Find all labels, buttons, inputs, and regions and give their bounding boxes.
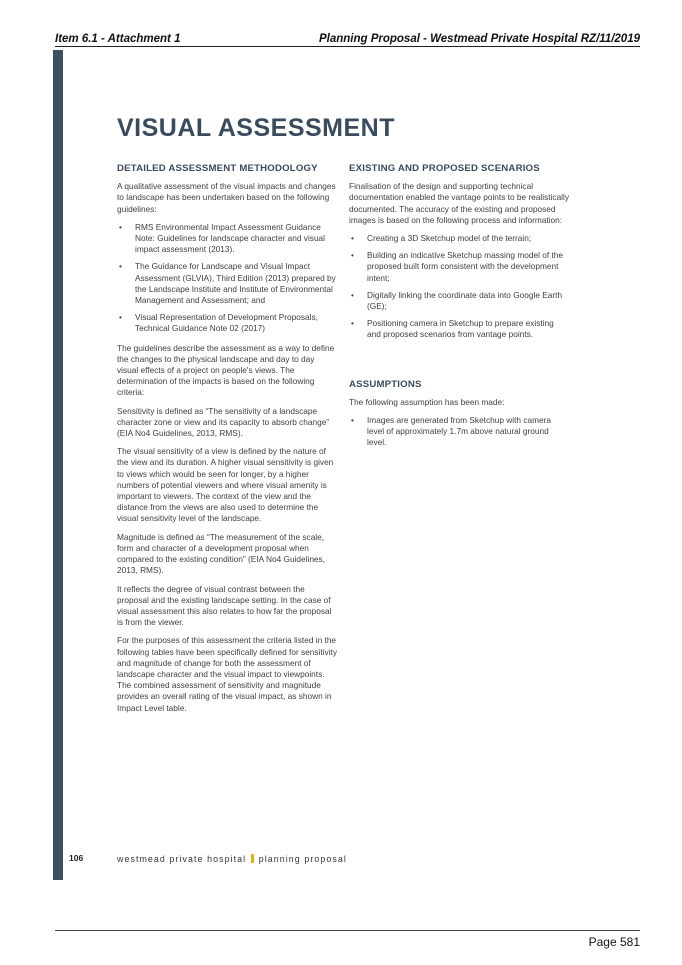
assumptions-intro: The following assumption has been made:	[349, 396, 505, 407]
assumptions-heading: ASSUMPTIONS	[349, 378, 422, 390]
list-item: • Creating a 3D Sketchup model of the terrain;	[349, 233, 569, 244]
process-list	[349, 233, 569, 341]
header-document-title: Planning Proposal - Westmead Private Hospital RZ/11/2019	[318, 33, 640, 45]
footer-brand-left: westmead private hospital	[117, 854, 247, 864]
sidebar-bar	[53, 50, 63, 880]
guidelines-list	[117, 222, 337, 335]
paragraph: The visual sensitivity of a view is defined by the nature of the view and its duration. A higher visual sensitivity is given to views which would be seen for longer, by a higher numbers of potential viewers and where visual amenity is important to viewers. The context of the view and the distance from the views are also used to determine the visual sensitivity level of the landscape.	[117, 446, 334, 524]
assumptions-list	[349, 415, 569, 449]
list-item: • The Guidance for Landscape and Visual Impact Assessment (GLVIA), Third Edition (2013) prepared by the Landscape Institute and Institute of Environmental Management and Assessment; and	[117, 261, 337, 306]
page-title: VISUAL ASSESSMENT	[117, 114, 395, 142]
list-item: • Digitally linking the coordinate data into Google Earth (GE);	[349, 290, 569, 312]
list-item: • Visual Representation of Development Proposals, Technical Guidance Note 02 (2017)	[117, 312, 337, 334]
footer-brand-right: planning proposal	[258, 854, 347, 864]
list-item: • RMS Environmental Impact Assessment Guidance Note: Guidelines for landscape character and visual impact assessment (2013).	[117, 222, 337, 256]
footer-page-number: 106	[69, 853, 84, 863]
header-attachment-label: Item 6.1 - Attachment 1	[55, 33, 181, 45]
paragraph: The guidelines describe the assessment as a way to define the changes to the physical landscape and day to day visual effects of a project on people's views. The determination of the impacts is based on the following criteria:	[117, 342, 335, 398]
footer-separator	[251, 854, 254, 863]
header-divider	[55, 46, 640, 47]
paragraph: Magnitude is defined as “The measurement of the scale, form and character of a development proposal when compared to the existing condition” (EIA No4 Guidelines, 2013, RMS).	[117, 531, 325, 576]
footer-divider	[55, 930, 640, 931]
scenarios-heading: EXISTING AND PROPOSED SCENARIOS	[349, 163, 540, 174]
methodology-intro: A qualitative assessment of the visual impacts and changes to landscape has been undertaken based on the following guidelines:	[117, 181, 336, 214]
right-column	[349, 163, 569, 457]
scenarios-intro: Finalisation of the design and supporting technical documentation enabled the vantage points to be realistically documented. The accuracy of the existing and proposed images is based on the following process and information:	[349, 181, 570, 225]
left-column	[117, 163, 337, 721]
list-item: • Positioning camera in Sketchup to prepare existing and proposed scenarios from vantage points.	[349, 318, 569, 340]
footer-brand	[117, 854, 347, 864]
list-item: • Building an indicative Sketchup massing model of the proposed built form consistent with the development intent;	[349, 250, 569, 284]
paragraph: For the purposes of this assessment the criteria listed in the following tables have been specifically defined for sensitivity and magnitude of change for both the assessment of landscape character and the visual impact to viewpoints. The combined assessment of sensitivity and magnitude provides an overall rating of the visual impact, as shown in Impact Level table.	[117, 635, 337, 713]
page-label: Page 581	[588, 935, 640, 949]
paragraph: It reflects the degree of visual contrast between the proposal and the existing landscape setting. In the case of visual assessment this also relates to how far the proposal is from the viewer.	[117, 583, 332, 628]
methodology-heading: DETAILED ASSESSMENT METHODOLOGY	[117, 163, 318, 174]
list-item: • Images are generated from Sketchup with camera level of approximately 1.7m above natural ground level.	[349, 415, 569, 449]
paragraph: Sensitivity is defined as “The sensitivity of a landscape character zone or view and its capacity to absorb change” (EIA No4 Guidelines, 2013, RMS).	[117, 405, 330, 439]
